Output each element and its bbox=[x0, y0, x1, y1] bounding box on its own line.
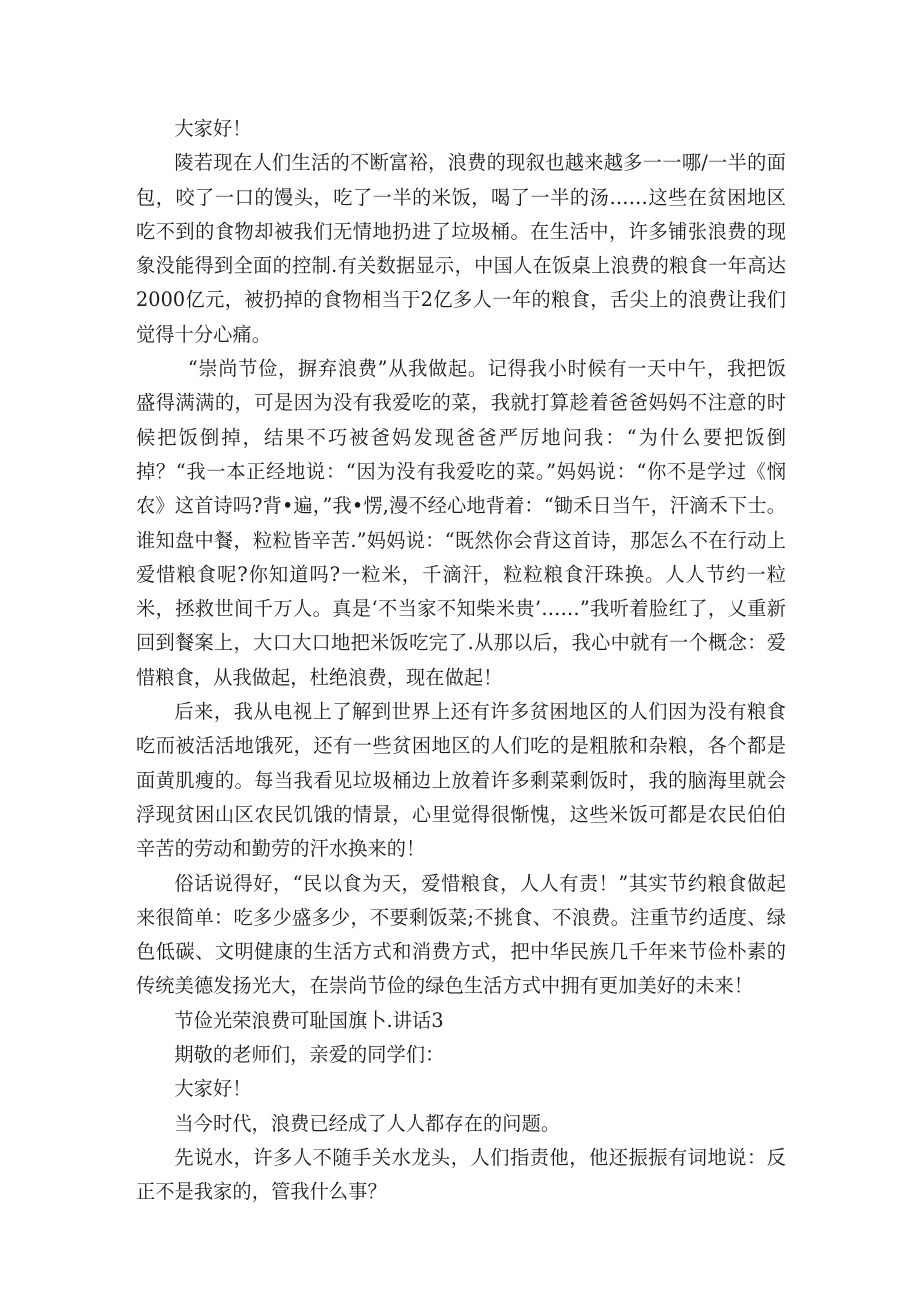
paragraph-poor-regions: 后来，我从电视上了解到世界上还有许多贫困地区的人们因为没有粮食吃而被活活地饿死，还有一些贫困地区的人们吃的是粗脓和杂粮，各个都是面黄肌瘦的。每当我看见垃圾桶边上放着许多剩菜剩饭时，我的脑海里就会浮现贫困山区农民饥饿的情景，心里觉得很惭愧，这些米饭可都是农民伯伯辛苦的劳动和勤劳的汗水换来的！ bbox=[136, 700, 786, 861]
paragraph-waste-intro: 陵若现在人们生活的不断富裕，浪费的现叙也越来越多一一哪/一半的面包，咬了一口的馒头，吃了一半的米饭，喝了一半的汤……这些在贫困地区吃不到的食物却被我们无情地扔进了垃圾桶。在生活中，许多铺张浪费的现象没能得到全面的控制.有关数据显示，中国人在饭桌上浪费的粮食一年高达2000亿元，被扔掉的食物相当于2亿多人一年的粮食，舌尖上的浪费让我们觉得十分心痛。 bbox=[136, 151, 786, 346]
paragraph-childhood-story: “崇尚节俭，摒弃浪费”从我做起。记得我小时候有一天中午，我把饭盛得满满的，可是因为没有我爱吃的菜，我就打算趁着爸爸妈妈不注意的时候把饭倒掉，结果不巧被爸妈发现爸爸严厉地问我：“为什么要把饭倒掉？“我一本正经地说：“因为没有我爱吃的菜。”妈妈说：“你不是学过《悯农》这首诗吗?背•遍，”我•愣,漫不经心地背着：“锄禾日当午，汗滴禾下士。谁知盘中餐，粒粒皆辛苦.”妈妈说：“既然你会背这首诗，那怎么不在行动上爱惜粮食呢?你知道吗?一粒米，千滴汗，粒粒粮食汗珠换。人人节约一粒米，拯救世间千万人。真是‘不当家不知柴米贵’……”我听着脸红了，乂重新回到餐案上，大口大口地把米饭吃完了.从那以后，我心中就有一个概念：爱惜粮食，从我做起，杜绝浪费，现在做起！ bbox=[136, 357, 786, 689]
paragraph-salutation: 期敬的老师们，亲爱的同学们： bbox=[174, 1043, 445, 1067]
paragraph-saying: 俗话说得好，“民以食为天，爱惜粮食，人人有责！”其实节约粮食做起来很简单：吃多少盛多少，不要剩饭菜;不挑食、不浪费。注重节约适度、绿色低碳、文明健康的生活方式和消费方式，把中华民族几千年来节俭朴素的传统美德发扬光大，在崇尚节俭的绿色生活方式中拥有更加美好的未来！ bbox=[136, 871, 786, 998]
paragraph-greeting-2: 大家好！ bbox=[174, 1077, 252, 1101]
paragraph-greeting: 大家好！ bbox=[174, 117, 252, 140]
document-body bbox=[136, 112, 786, 1210]
paragraph-waste-problem: 当今时代，浪费已经成了人人都存在的问题。 bbox=[174, 1111, 561, 1135]
paragraph-speech-title: 节俭光荣浪费可耻国旗卜.讲话3 bbox=[174, 1008, 444, 1032]
paragraph-water: 先说水，许多人不随手关水龙头，人们指责他，他还振振有词地说：反正不是我家的，管我什么事？ bbox=[136, 1145, 786, 1204]
